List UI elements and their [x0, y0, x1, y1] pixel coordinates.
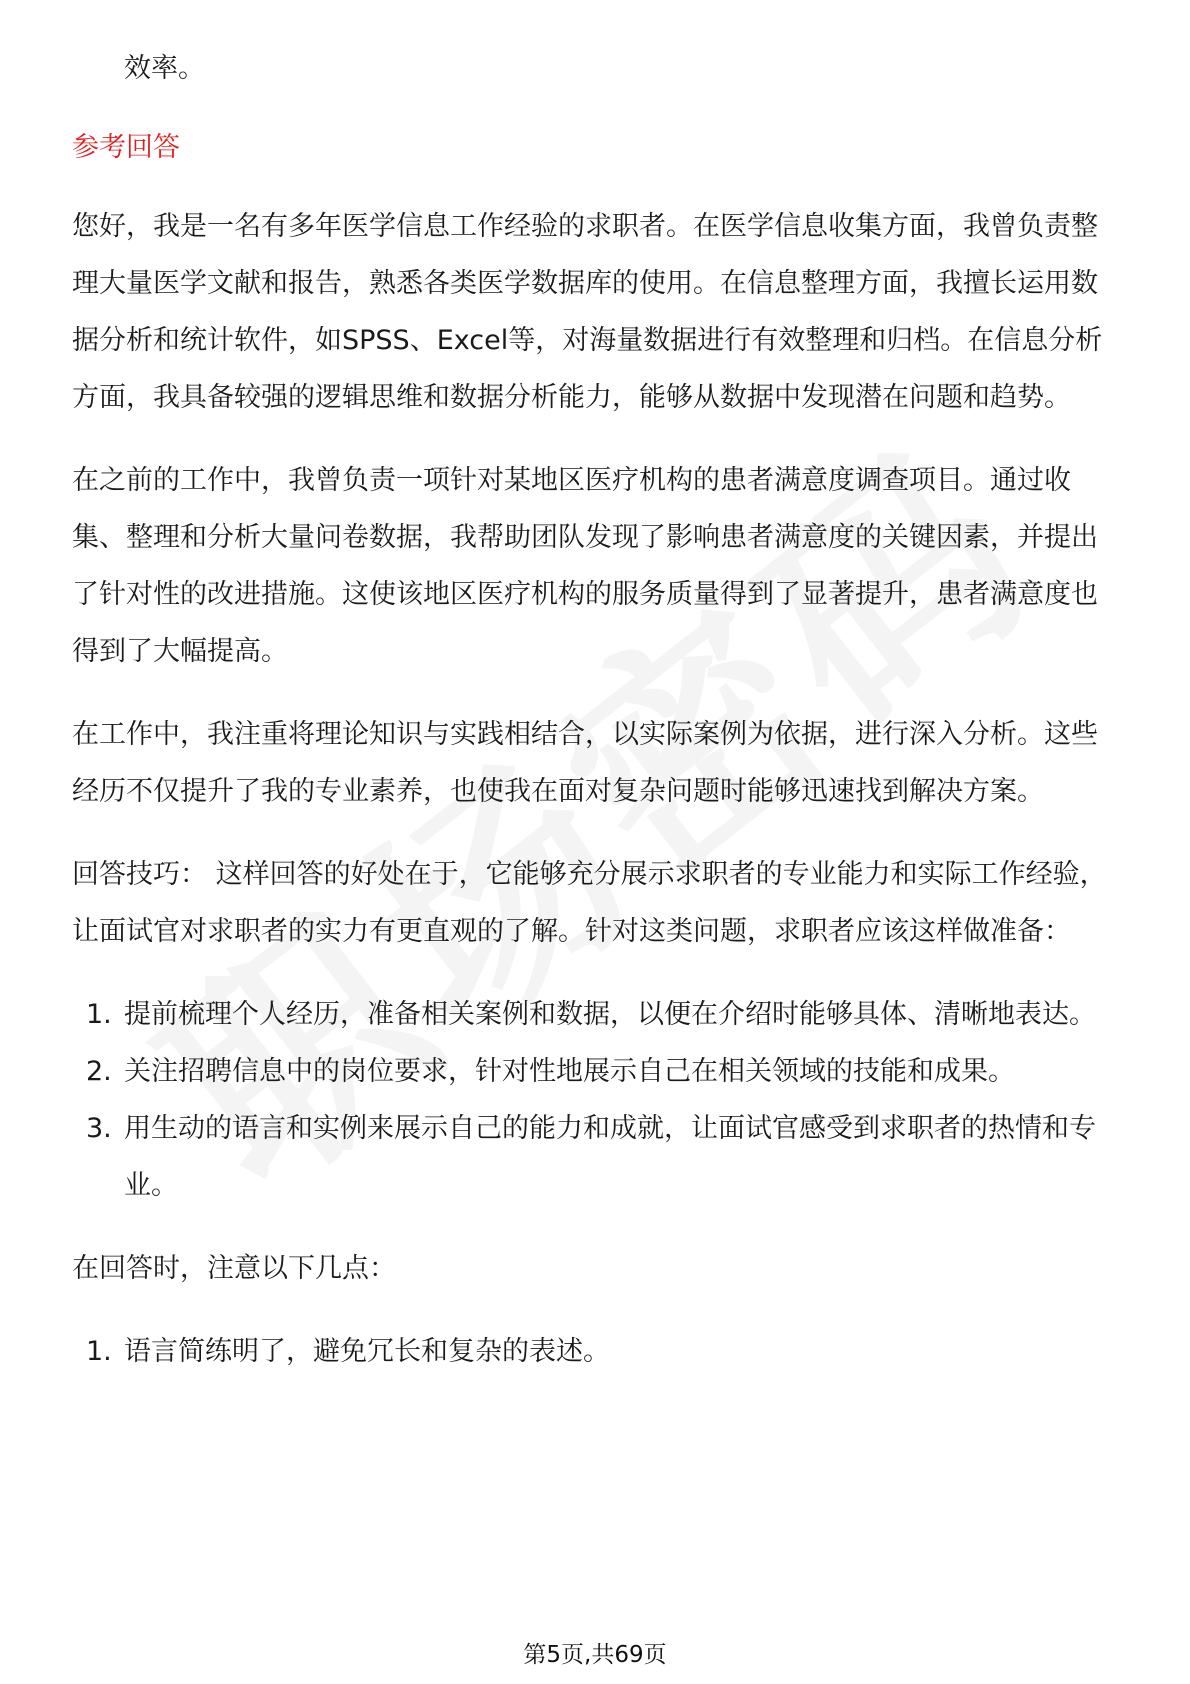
section-heading: 参考回答	[72, 132, 180, 163]
paragraph-3: 在工作中，我注重将理论知识与实践相结合，以实际案例为依据，进行深入分析。这些经历不仅提升了我的专业素养，也使我在面对复杂问题时能够迅速找到解决方案。	[72, 719, 1098, 807]
list-item-text: 用生动的语言和实例来展示自己的能力和成就，让面试官感受到求职者的热情和专业。	[124, 1113, 1096, 1201]
list-item-text: 关注招聘信息中的岗位要求，针对性地展示自己在相关领域的技能和成果。	[124, 1056, 1015, 1087]
list-item	[72, 986, 1122, 1043]
list-number: 2.	[86, 1056, 112, 1087]
paragraph-1: 您好，我是一名有多年医学信息工作经验的求职者。在医学信息收集方面，我曾负责整理大量医学文献和报告，熟悉各类医学数据库的使用。在信息整理方面，我擅长运用数据分析和统计软件，如SPSS、Excel等，对海量数据进行有效整理和归档。在信息分析方面，我具备较强的逻辑思维和数据分析能力，能够从数据中发现潜在问题和趋势。	[72, 211, 1103, 413]
top-fragment: 效率。	[124, 53, 205, 84]
document-body	[72, 40, 1122, 1380]
list-number: 1.	[86, 1336, 112, 1367]
list-number: 3.	[86, 1113, 112, 1144]
paragraph-2: 在之前的工作中，我曾负责一项针对某地区医疗机构的患者满意度调查项目。通过收集、整理和分析大量问卷数据，我帮助团队发现了影响患者满意度的关键因素，并提出了针对性的改进措施。这使该地区医疗机构的服务质量得到了显著提升，患者满意度也得到了大幅提高。	[72, 465, 1098, 667]
list-item-text: 提前梳理个人经历，准备相关案例和数据，以便在介绍时能够具体、清晰地表达。	[124, 999, 1096, 1030]
list-item	[72, 1323, 1122, 1380]
list-item-text: 语言简练明了，避免冗长和复杂的表述。	[124, 1336, 610, 1367]
notes-intro: 在回答时，注意以下几点：	[72, 1253, 396, 1284]
list-item	[72, 1043, 1122, 1100]
notes-list	[72, 1323, 1122, 1380]
preparation-list	[72, 986, 1122, 1214]
page-footer: 第5页,共69页	[523, 1642, 667, 1668]
answer-tips: 回答技巧： 这样回答的好处在于，它能够充分展示求职者的专业能力和实际工作经验，让面试官对求职者的实力有更直观的了解。针对这类问题，求职者应该这样做准备：	[72, 859, 1107, 947]
list-item	[72, 1100, 1122, 1214]
list-number: 1.	[86, 999, 112, 1030]
